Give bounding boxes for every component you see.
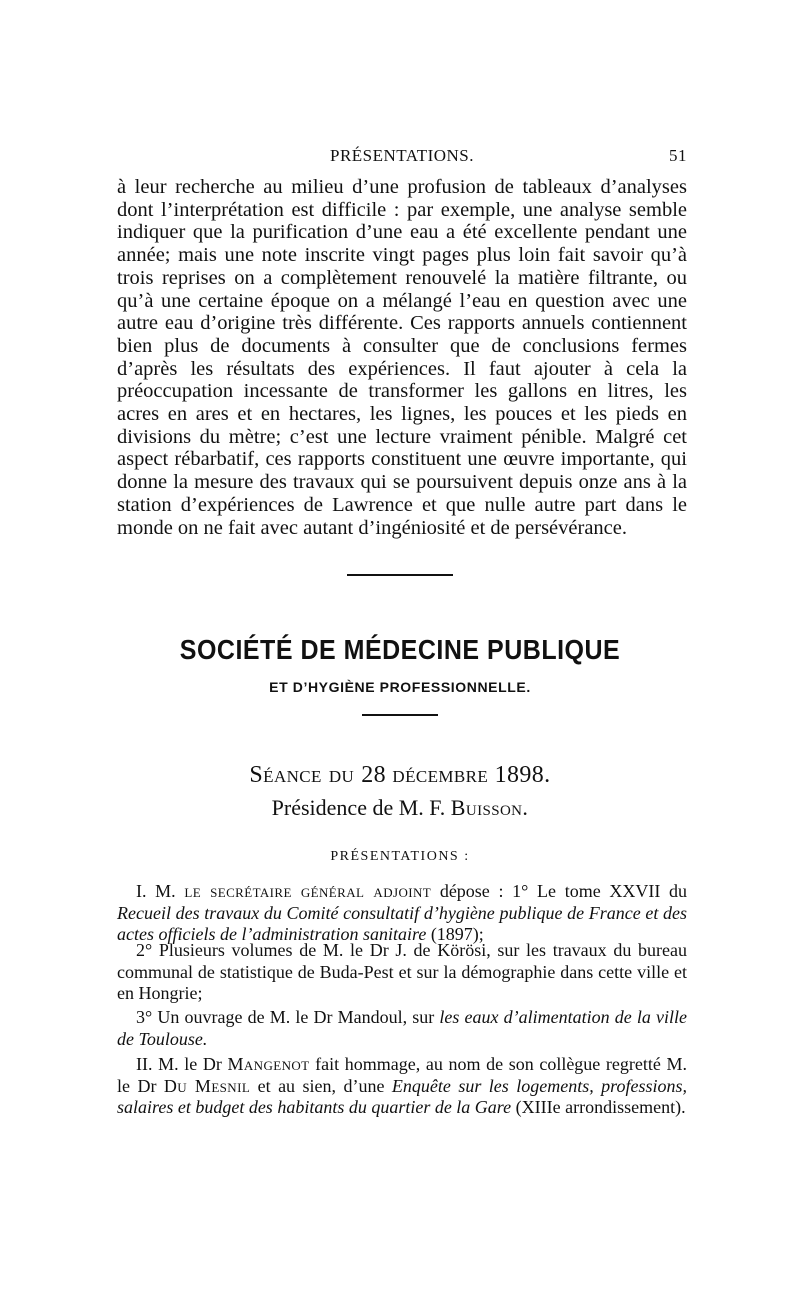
session-line: [100, 762, 700, 789]
item4-title: Enquête sur les logements, professions, salaires et budget des habitants du quartier de la Gare: [117, 1075, 687, 1117]
item3-text-a: 3° Un ouvrage de M. le Dr Mandoul, sur: [136, 1007, 435, 1027]
president-name: Buisson.: [450, 795, 529, 820]
item1-text-a: dépose : 1° Le tome XXVII du: [439, 881, 688, 901]
item1-lead: I. M.: [136, 881, 176, 901]
body-paragraph: à leur recherche au milieu d’une profusion de tableaux d’analyses dont l’interprétation est difficile : par exemple, une analyse semble indiquer que la purification d’une eau a été excellente pendant une année; mais une note inscrite vingt pages plus loin fait savoir qu’à trois reprises on a complètement renouvelé la matière filtrante, ou qu’à une certaine époque on a mélangé l’eau en question avec une autre eau d’origine très différente. Ces rapports annuels contiennent bien plus de documents à consulter que de conclusions fermes d’après les résultats des expériences. Il faut ajouter à cela la préoccupation incessante de transformer les gallons en litres, les acres en ares et en hectares, les lignes, les pouces et les pieds en divisions du mètre; c’est une lecture vraiment pénible. Malgré cet aspect rébarbatif, ces rapports constituent une œuvre importante, qui donne la mesure des travaux qui se poursuivent depuis onze ans à la station d’expériences de Lawrence et que nulle autre part dans le monde on ne fait avec autant d’ingéniosité et de persévérance.: [117, 176, 687, 539]
section-divider: [347, 574, 453, 576]
body-paragraph-block: [117, 176, 687, 539]
item1-text-b: (1897);: [430, 924, 484, 944]
society-title: SOCIÉTÉ DE MÉDECINE PUBLIQUE: [179, 634, 621, 666]
page-number: 51: [669, 146, 687, 165]
running-head-title: PRÉSENTATIONS.: [329, 146, 474, 165]
title-divider: [362, 714, 438, 716]
session-word: Séance: [249, 762, 322, 788]
presidence-prefix: Présidence de M. F.: [271, 795, 446, 820]
running-head: [117, 146, 687, 170]
item4-lead: II. M. le Dr: [136, 1054, 222, 1074]
item2-text: 2° Plusieurs volumes de M. le Dr J. de Körösi, sur les travaux du bureau communal de statistique de Buda-Pest et sur la démographie dans cette ville et en Hongrie;: [117, 940, 687, 1003]
item1-title: Recueil des travaux du Comité consultatif d’hygiène publique de France et des actes officiels de l’administration sanitaire: [117, 902, 687, 944]
presentation-item-3: [117, 1007, 687, 1050]
presentation-item-2: [117, 940, 687, 1005]
item3-title: les eaux d’alimentation de la ville de Toulouse.: [117, 1007, 687, 1049]
item4-text-b: et au sien, d’une: [257, 1075, 385, 1096]
session-date: 28 décembre 1898.: [361, 762, 551, 788]
item4-name1: Mangenot: [227, 1054, 310, 1074]
item4-name2: Du Mesnil: [163, 1075, 251, 1096]
presentations-heading: PRÉSENTATIONS :: [330, 849, 470, 864]
item4-text-a: fait hommage, au nom de son collègue regretté M. le Dr: [117, 1054, 688, 1096]
society-subtitle: ET D’HYGIÈNE PROFESSIONNELLE.: [269, 679, 531, 695]
item1-role: le secrétaire général adjoint: [184, 881, 432, 901]
presidence-line: [100, 795, 700, 821]
presentation-item-4: [117, 1054, 687, 1119]
item4-text-c: (XIIIe arrondissement).: [515, 1097, 686, 1117]
session-du: du: [328, 762, 355, 788]
presentation-item-1: [117, 881, 687, 946]
